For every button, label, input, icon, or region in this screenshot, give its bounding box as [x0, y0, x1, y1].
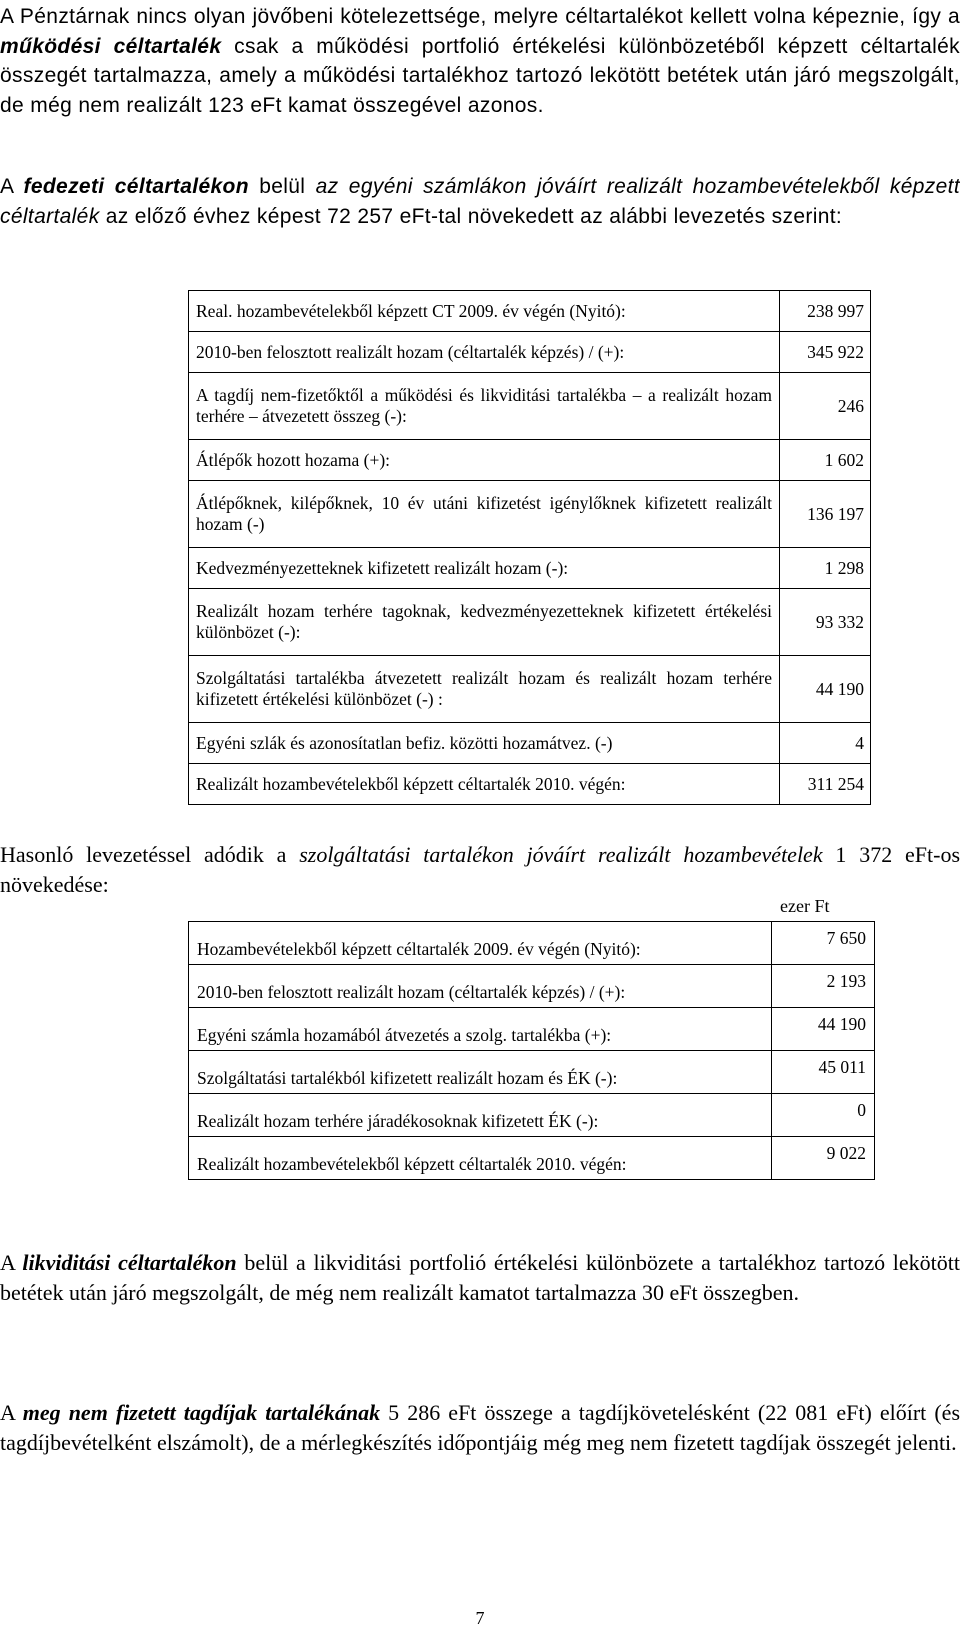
table-row [189, 1137, 875, 1180]
text: A [0, 1400, 23, 1425]
service-reserve-table [188, 921, 875, 1180]
page-number: 7 [475, 1608, 485, 1628]
row-value: 345 922 [780, 332, 871, 373]
row-value: 9 022 [772, 1137, 875, 1180]
emphasis-term: meg nem fizetett tagdíjak tartalékának [22, 1400, 381, 1425]
text: az előző évhez képest 72 257 eFt-tal növekedett az alábbi levezetés szerint: [99, 204, 843, 228]
row-value: 93 332 [780, 589, 871, 656]
row-label: Kedvezményezetteknek kifizetett realizált hozam (-): [189, 548, 780, 589]
row-label: Egyéni számla hozamából átvezetés a szolg. tartalékba (+): [189, 1008, 772, 1051]
unit-label: ezer Ft [780, 896, 830, 916]
italic-term: szolgáltatási tartalékon jóváírt realizált hozambevételek [299, 842, 823, 867]
text: A Pénztárnak nincs olyan jövőbeni kötelezettsége, melyre céltartalékot kellett volna képeznie, így a [0, 5, 960, 28]
row-value: 136 197 [780, 481, 871, 548]
table-row [189, 440, 871, 481]
text: belül [248, 175, 316, 198]
row-value: 44 190 [780, 656, 871, 723]
table-row [189, 922, 875, 965]
row-label: Real. hozambevételekből képzett CT 2009. év végén (Nyitó): [189, 291, 780, 332]
row-label: Átlépőknek, kilépőknek, 10 év utáni kifizetést igénylőknek kifizetett realizált hozam (-) [189, 481, 780, 548]
row-label: A tagdíj nem-fizetőktől a működési és likviditási tartalékba – a realizált hozam terhére – átvezetett összeg (-): [189, 373, 780, 440]
row-label: Realizált hozam terhére járadékosoknak kifizetett ÉK (-): [189, 1094, 772, 1137]
table-row [189, 764, 871, 805]
coverage-provision-table [188, 290, 871, 805]
row-label: 2010-ben felosztott realizált hozam (céltartalék képzés) / (+): [189, 965, 772, 1008]
table-row [189, 589, 871, 656]
table-row [189, 965, 875, 1008]
table-row [189, 1008, 875, 1051]
row-label: Realizált hozam terhére tagoknak, kedvezményezetteknek kifizetett értékelési különbözet (-): [189, 589, 780, 656]
row-value: 0 [772, 1094, 875, 1137]
row-value: 246 [780, 373, 871, 440]
row-value: 45 011 [772, 1051, 875, 1094]
paragraph-coverage-provision [0, 172, 960, 231]
row-value: 44 190 [772, 1008, 875, 1051]
table-row [189, 656, 871, 723]
text: Hasonló levezetéssel adódik a [0, 842, 300, 867]
row-label: Szolgáltatási tartalékból kifizetett realizált hozam és ÉK (-): [189, 1051, 772, 1094]
row-label: Átlépők hozott hozama (+): [189, 440, 780, 481]
paragraph-operating-provision [0, 2, 960, 120]
row-value: 2 193 [772, 965, 875, 1008]
emphasis-term: likviditási céltartalékon [22, 1250, 237, 1275]
row-value: 311 254 [780, 764, 871, 805]
row-label: Egyéni szlák és azonosítatlan befiz. közötti hozamátvez. (-) [189, 723, 780, 764]
table-row [189, 723, 871, 764]
emphasis-term: fedezeti céltartalékon [23, 175, 249, 198]
text: 5 286 eFt összege a tagdíjkövetelésként (22 081 eFt) előírt (és tagdíjbevételként elszámolt), de a mérlegkészítés időpontjáig még meg nem fizetett tagdíjak összegét jelenti. [0, 1400, 960, 1455]
row-value: 4 [780, 723, 871, 764]
table-row [189, 373, 871, 440]
row-label: Szolgáltatási tartalékba átvezetett realizált hozam és realizált hozam terhére kifizetett értékelési különbözet (-) : [189, 656, 780, 723]
table-row [189, 332, 871, 373]
row-value: 1 298 [780, 548, 871, 589]
italic-term: az egyéni számlákon jóváírt realizált hozambevételekből képzett céltartalék [0, 175, 960, 228]
paragraph-unpaid-dues-reserve [0, 1398, 960, 1458]
text: A [0, 175, 24, 198]
row-label: Hozambevételekből képzett céltartalék 2009. év végén (Nyitó): [189, 922, 772, 965]
row-label: Realizált hozambevételekből képzett céltartalék 2010. végén: [189, 1137, 772, 1180]
paragraph-service-reserve [0, 840, 960, 900]
row-value: 7 650 [772, 922, 875, 965]
text: csak a működési portfolió értékelési különbözetéből képzett céltartalék összegét tartalmazza, amely a működési tartalékhoz tartozó lekötött betétek után járó megszolgált, de még nem realizált 123 eFt kamat összegével azonos. [0, 34, 960, 117]
paragraph-liquidity-provision [0, 1248, 960, 1308]
emphasis-term: működési céltartalék [0, 34, 222, 58]
table-row [189, 548, 871, 589]
row-value: 238 997 [780, 291, 871, 332]
text: 1 372 eFt-os növekedése: [0, 842, 960, 897]
row-label: 2010-ben felosztott realizált hozam (céltartalék képzés) / (+): [189, 332, 780, 373]
table-row [189, 1051, 875, 1094]
table-row [189, 291, 871, 332]
text: A [0, 1250, 23, 1275]
row-value: 1 602 [780, 440, 871, 481]
table-row [189, 1094, 875, 1137]
table-row [189, 481, 871, 548]
row-label: Realizált hozambevételekből képzett céltartalék 2010. végén: [189, 764, 780, 805]
text: belül a likviditási portfolió értékelési különbözete a tartalékhoz tartozó lekötött betétek után járó megszolgált, de még nem realizált kamatot tartalmazza 30 eFt összegben. [0, 1250, 960, 1305]
